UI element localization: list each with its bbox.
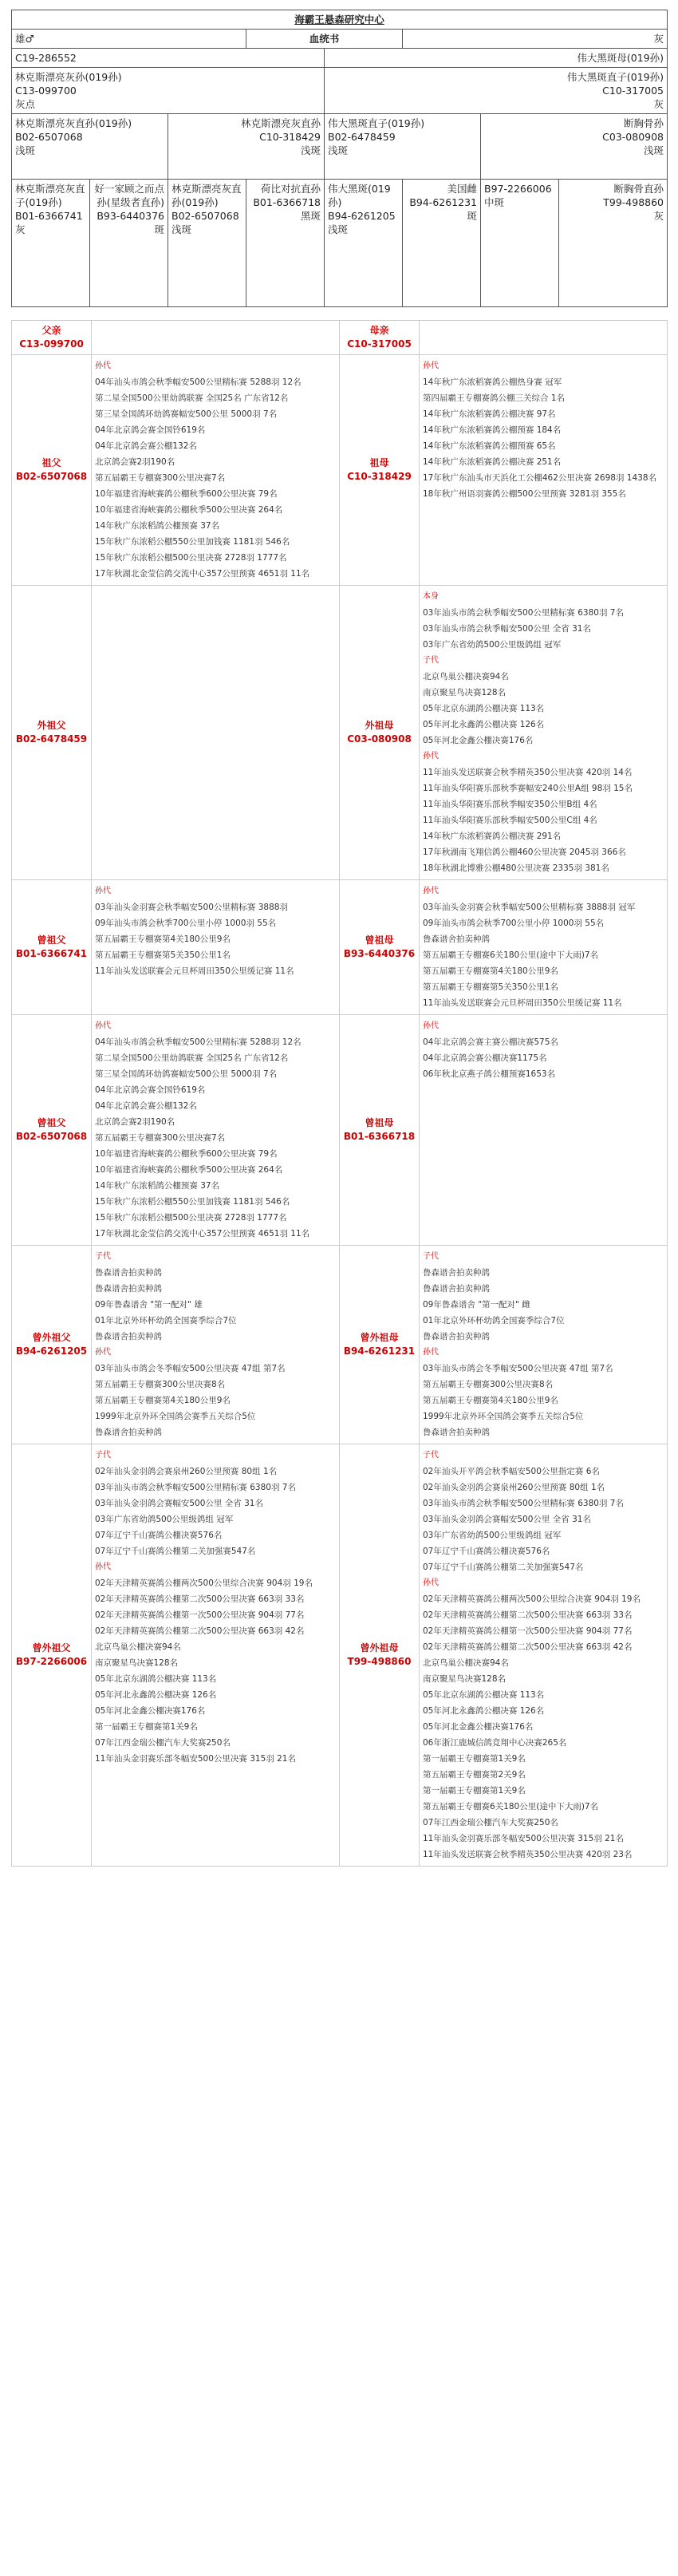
achievements-cell bbox=[92, 880, 340, 1015]
achievement-entry: 05年北京东湖鸽公棚决赛 113名 bbox=[423, 1690, 545, 1700]
achievement-entry: 第四届霸王专棚赛鸽公棚三关综合 1名 bbox=[423, 393, 566, 403]
achievement-entry: 第五届霸王专棚赛300公里决赛7名 bbox=[95, 1133, 226, 1143]
achievement-entry: 第五届霸王专棚赛6关180公里(途中下大雨)7名 bbox=[423, 950, 599, 960]
g3-cell: 林克斯漂亮灰直子(019孙) B01-6366741 灰 bbox=[12, 180, 90, 307]
section-heading: 子代 bbox=[423, 1451, 439, 1460]
ancestor-ring: C10-318429 bbox=[347, 471, 412, 482]
ancestor-relation: 曾祖父 bbox=[37, 1117, 66, 1128]
achievement-entry: 02年天津精英赛鸽公棚第一次500公里决赛 904羽 77名 bbox=[423, 1626, 633, 1636]
ancestor-ring: C10-317005 bbox=[347, 338, 412, 350]
achievement-entry: 09年鲁森谱舍 "第一配对" 雌 bbox=[423, 1300, 530, 1310]
achievement-entry: 01年北京外环杯幼鸽全国赛季综合7位 bbox=[95, 1316, 237, 1326]
achievement-entry: 北京鸟巢公棚决赛94名 bbox=[423, 1658, 509, 1668]
dam-color: 灰 bbox=[653, 98, 664, 110]
achievement-entry: 03年汕头市鸽会秋季幅安500公里精标赛 6380羽 7名 bbox=[423, 608, 624, 618]
achievement-entry: 14年秋广东浓稻赛鸽公棚热身赛 冠军 bbox=[423, 377, 562, 387]
ancestor-label bbox=[12, 321, 92, 355]
achievement-entry: 02年天津精英赛鸽公棚第二次500公里决赛 663羽 42名 bbox=[423, 1642, 633, 1652]
achievement-entry: 第五届霸王专棚赛第4关180公里9名 bbox=[423, 966, 558, 976]
ancestor-relation: 曾祖母 bbox=[365, 1117, 394, 1128]
achievement-entry: 02年汕头开平鸽会秋季幅安500公里指定赛 6名 bbox=[423, 1467, 600, 1476]
section-heading: 孙代 bbox=[423, 1021, 439, 1030]
achievement-entry: 02年天津精英赛鸽公棚两次500公里综合决赛 904羽 19名 bbox=[423, 1594, 641, 1604]
performance-row bbox=[12, 1246, 668, 1444]
section-heading: 子代 bbox=[95, 1252, 111, 1261]
achievement-entry: 南京聚星鸟决赛128名 bbox=[423, 1674, 507, 1684]
achievement-entry: 鲁森谱舍拍卖种鸽 bbox=[423, 1268, 490, 1278]
achievement-entry: 10年福建省海峡赛鸽公棚秋季600公里决赛 79名 bbox=[95, 489, 278, 499]
achievement-entry: 北京鸽会赛2羽190名 bbox=[95, 1117, 175, 1127]
achievement-entry: 第五届霸王专棚赛第4关180公里9名 bbox=[95, 934, 231, 944]
pigeon-name: 伟大黑斑母(019孙) bbox=[325, 49, 668, 68]
section-heading: 孙代 bbox=[423, 1578, 439, 1587]
dam-cell bbox=[325, 68, 668, 114]
color: 灰 bbox=[403, 30, 668, 49]
achievement-entry: 17年秋湖南飞翔信鸽公棚460公里决赛 2045羽 366名 bbox=[423, 847, 626, 857]
document-title: 血统书 bbox=[246, 30, 403, 49]
achievements-cell bbox=[420, 1444, 668, 1867]
sex: 雄♂ bbox=[12, 30, 246, 49]
achievement-entry: 第五届霸王专棚赛300公里决赛8名 bbox=[95, 1380, 226, 1389]
achievement-entry: 11年汕头发送联赛会元旦杯周田350公里缓记赛 11名 bbox=[95, 966, 294, 976]
achievement-entry: 鲁森谱舍拍卖种鸽 bbox=[423, 1332, 490, 1341]
ancestor-label bbox=[340, 1015, 420, 1246]
achievement-entry: 02年汕头金羽鸽会赛泉州260公里预赛 80组 1名 bbox=[423, 1483, 605, 1492]
achievement-entry: 北京鸟巢公棚决赛94名 bbox=[423, 672, 509, 682]
achievement-entry: 15年秋广东浓稻公棚500公里决赛 2728羽 1777名 bbox=[95, 553, 287, 563]
achievement-entry: 02年汕头金羽鸽会赛泉州260公里预赛 80组 1名 bbox=[95, 1467, 278, 1476]
achievement-entry: 11年汕头发送联赛会秋季精英350公里决赛 420羽 23名 bbox=[423, 1850, 633, 1859]
section-heading: 孙代 bbox=[95, 362, 111, 370]
achievement-entry: 04年北京鸽会赛全国铃619名 bbox=[95, 425, 206, 435]
achievement-entry: 11年汕头华阳赛乐部秋季幅安350公里B组 4名 bbox=[423, 800, 597, 809]
achievement-entry: 03年汕头金羽赛会秋季幅安500公里精标赛 3888羽 冠军 bbox=[423, 903, 636, 912]
achievement-entry: 03年广东省幼鸽500公里级鸽组 冠军 bbox=[95, 1515, 234, 1524]
achievement-entry: 01年北京外环杯幼鸽全国赛季综合7位 bbox=[423, 1316, 565, 1326]
achievements-cell bbox=[92, 1246, 340, 1444]
ancestor-label bbox=[12, 1015, 92, 1246]
achievement-entry: 14年秋广东浓稻赛鸽公棚预赛 184名 bbox=[423, 425, 562, 435]
g2-cell: 林克斯漂亮灰直孙(019孙) B02-6507068 浅斑 bbox=[12, 114, 168, 180]
section-heading: 孙代 bbox=[95, 887, 111, 895]
ancestor-label bbox=[12, 586, 92, 880]
achievement-entry: 07年辽宁千山赛鸽公棚决赛576名 bbox=[95, 1531, 223, 1540]
ancestor-label bbox=[340, 880, 420, 1015]
ancestor-label bbox=[340, 321, 420, 355]
achievement-entry: 18年秋广州语羽赛鸽公棚500公里预赛 3281羽 355名 bbox=[423, 489, 626, 499]
ancestor-relation: 祖母 bbox=[369, 457, 389, 468]
ancestor-relation: 曾祖母 bbox=[365, 934, 394, 946]
achievement-entry: 第五届霸王专棚赛第2关9名 bbox=[423, 1770, 526, 1780]
achievement-entry: 11年汕头发送联赛会秋季精英350公里决赛 420羽 14名 bbox=[423, 768, 633, 777]
g3-cell: 好一家顾之而点孙(星级者直孙) B93-6440376 斑 bbox=[90, 180, 168, 307]
achievements-cell bbox=[420, 1246, 668, 1444]
achievement-entry: 09年汕头市鸽会秋季700公里小停 1000羽 55名 bbox=[95, 919, 277, 928]
achievement-entry: 第二星全国500公里幼鸽联赛 全国25名 广东省12名 bbox=[95, 393, 289, 403]
achievement-entry: 02年天津精英赛鸽公棚两次500公里综合决赛 904羽 19名 bbox=[95, 1578, 313, 1588]
achievement-entry: 第一届霸王专棚赛第1关9名 bbox=[423, 1754, 526, 1764]
achievement-entry: 04年汕头市鸽会秋季幅安500公里精标赛 5288羽 12名 bbox=[95, 1037, 302, 1047]
g3-cell: 荷比对抗直孙 B01-6366718 黑斑 bbox=[246, 180, 325, 307]
g3-cell: 伟大黑斑(019孙) B94-6261205 浅斑 bbox=[325, 180, 403, 307]
achievement-entry: 07年辽宁千山赛鸽公棚第二关加强赛547名 bbox=[423, 1563, 584, 1572]
achievement-entry: 17年秋广东汕头市天浜化工公棚462公里决赛 2698羽 1438名 bbox=[423, 473, 657, 483]
ancestor-relation: 祖父 bbox=[41, 457, 61, 468]
achievements-cell bbox=[92, 321, 340, 355]
achievement-entry: 03年汕头市鸽会秋季幅安500公里 全省 31名 bbox=[423, 624, 591, 634]
achievement-entry: 10年福建省海峡赛鸽公棚秋季500公里决赛 264名 bbox=[95, 1165, 283, 1175]
achievement-entry: 14年秋广东浓稻鸽公棚预赛 37名 bbox=[95, 1181, 220, 1191]
achievement-entry: 10年福建省海峡赛鸽公棚秋季500公里决赛 264名 bbox=[95, 505, 283, 515]
achievement-entry: 11年汕头华阳赛乐部秋季赛幅安240公里A组 98羽 15名 bbox=[423, 784, 633, 793]
achievement-entry: 04年北京鸽会赛主赛公棚决赛575名 bbox=[423, 1037, 558, 1047]
achievements-cell bbox=[92, 1444, 340, 1867]
sire-color: 灰点 bbox=[15, 98, 36, 110]
section-heading: 孙代 bbox=[95, 1563, 111, 1571]
section-heading: 孙代 bbox=[95, 1021, 111, 1030]
achievement-entry: 04年北京鸽会赛全国铃619名 bbox=[95, 1085, 206, 1095]
achievement-entry: 15年秋广东浓稻公棚500公里决赛 2728羽 1777名 bbox=[95, 1213, 287, 1223]
g2-cell: 伟大黑斑直子(019孙) B02-6478459 浅斑 bbox=[325, 114, 481, 180]
g3-cell: 林克斯漂亮灰直孙(019孙) B02-6507068 浅斑 bbox=[168, 180, 246, 307]
achievement-entry: 05年河北金鑫公棚决赛176名 bbox=[423, 736, 534, 745]
ancestor-ring: B94-6261231 bbox=[343, 1345, 416, 1357]
achievement-entry: 05年北京东湖鸽公棚决赛 113名 bbox=[95, 1674, 217, 1684]
achievement-entry: 09年鲁森谱舍 "第一配对" 雄 bbox=[95, 1300, 203, 1310]
achievement-entry: 11年汕头金羽赛乐部冬幅安500公里决赛 315羽 21名 bbox=[95, 1754, 296, 1764]
achievement-entry: 17年秋湖北金莹信鸽交流中心357公里预赛 4651羽 11名 bbox=[95, 1229, 310, 1239]
ancestor-label bbox=[12, 880, 92, 1015]
performance-row bbox=[12, 355, 668, 586]
ancestor-ring: B94-6261205 bbox=[15, 1345, 88, 1357]
achievement-entry: 04年汕头市鸽会秋季幅安500公里精标赛 5288羽 12名 bbox=[95, 377, 302, 387]
achievement-entry: 07年江西金瑞公棚汽车大奖赛250名 bbox=[95, 1738, 231, 1748]
ancestor-relation: 父亲 bbox=[41, 325, 61, 336]
g2-cell: 断胸骨孙 C03-080908 浅斑 bbox=[481, 114, 668, 180]
performance-row bbox=[12, 880, 668, 1015]
achievement-entry: 第五届霸王专棚赛300公里决赛7名 bbox=[95, 473, 226, 483]
section-heading: 孙代 bbox=[95, 1348, 111, 1357]
ancestor-ring: B97-2266006 bbox=[15, 1656, 88, 1667]
achievement-entry: 02年天津精英赛鸽公棚第二次500公里决赛 663羽 42名 bbox=[95, 1626, 305, 1636]
achievement-entry: 17年秋湖北金莹信鸽交流中心357公里预赛 4651羽 11名 bbox=[95, 569, 310, 579]
ancestor-ring: T99-498860 bbox=[347, 1656, 412, 1667]
sire-name: 林克斯漂亮灰孙(019孙) bbox=[15, 71, 122, 83]
achievement-entry: 05年河北金鑫公棚决赛176名 bbox=[423, 1722, 534, 1732]
achievement-entry: 03年汕头金羽鸽会赛幅安500公里 全省 31名 bbox=[423, 1515, 591, 1524]
dam-name: 伟大黑斑直子(019孙) bbox=[566, 71, 664, 83]
achievement-entry: 鲁森谱舍拍卖种鸽 bbox=[423, 1428, 490, 1437]
achievement-entry: 第一届霸王专棚赛第1关9名 bbox=[423, 1786, 526, 1796]
performance-row bbox=[12, 1015, 668, 1246]
achievement-entry: 北京鸽会赛2羽190名 bbox=[95, 457, 175, 467]
ancestor-relation: 曾祖父 bbox=[37, 934, 66, 946]
achievement-entry: 02年天津精英赛鸽公棚第二次500公里决赛 663羽 33名 bbox=[95, 1594, 305, 1604]
achievement-entry: 第二星全国500公里幼鸽联赛 全国25名 广东省12名 bbox=[95, 1053, 289, 1063]
achievement-entry: 14年秋广东浓稻赛鸽公棚决赛 97名 bbox=[423, 409, 556, 419]
achievement-entry: 11年汕头金羽赛乐部冬幅安500公里决赛 315羽 21名 bbox=[423, 1834, 624, 1843]
ancestor-relation: 曾外祖母 bbox=[360, 1332, 399, 1343]
performance-table bbox=[11, 320, 668, 1867]
g3-cell: B97-2266006 中斑 bbox=[481, 180, 559, 307]
ancestor-label bbox=[12, 1444, 92, 1867]
ancestor-label bbox=[340, 586, 420, 880]
ancestor-ring: C13-099700 bbox=[19, 338, 84, 350]
achievement-entry: 02年天津精英赛鸽公棚第二次500公里决赛 663羽 33名 bbox=[423, 1610, 633, 1620]
achievement-entry: 18年秋湖北博雅公棚480公里决赛 2335羽 381名 bbox=[423, 863, 609, 873]
achievement-entry: 02年天津精英赛鸽公棚第一次500公里决赛 904羽 77名 bbox=[95, 1610, 305, 1620]
achievement-entry: 1999年北京外环全国鸽会赛季五关综合5位 bbox=[423, 1412, 584, 1421]
ancestor-ring: C03-080908 bbox=[347, 733, 412, 745]
achievement-entry: 第一届霸王专棚赛第1关9名 bbox=[95, 1722, 198, 1732]
achievement-entry: 14年秋广东浓稻鸽公棚预赛 37名 bbox=[95, 521, 220, 531]
ancestor-label bbox=[12, 1246, 92, 1444]
achievement-entry: 11年汕头发送联赛会元旦杯周田350公里缓记赛 11名 bbox=[423, 998, 622, 1008]
ancestor-ring: B02-6507068 bbox=[15, 1131, 88, 1142]
achievement-entry: 南京聚星鸟决赛128名 bbox=[423, 688, 507, 697]
achievements-cell bbox=[92, 586, 340, 880]
achievement-entry: 第五届霸王专棚赛第5关350公里1名 bbox=[95, 950, 231, 960]
sire-cell bbox=[12, 68, 325, 114]
ancestor-ring: B93-6440376 bbox=[343, 948, 416, 959]
ancestor-relation: 曾外祖父 bbox=[32, 1332, 71, 1343]
ring-number: C19-286552 bbox=[12, 49, 325, 68]
achievement-entry: 鲁森谱舍拍卖种鸽 bbox=[95, 1332, 162, 1341]
achievement-entry: 05年北京东湖鸽公棚决赛 113名 bbox=[423, 704, 545, 713]
achievement-entry: 06年浙江鹿城信鸽竞翔中心决赛265名 bbox=[423, 1738, 567, 1748]
achievement-entry: 第三星全国鸽环幼鸽赛幅安500公里 5000羽 7名 bbox=[95, 1069, 278, 1079]
g2-cell: 林克斯漂亮灰直孙 C10-318429 浅斑 bbox=[168, 114, 325, 180]
achievement-entry: 05年河北永鑫鸽公棚决赛 126名 bbox=[423, 720, 545, 729]
section-heading: 孙代 bbox=[423, 887, 439, 895]
ancestor-ring: B01-6366718 bbox=[343, 1131, 416, 1142]
achievements-cell bbox=[92, 355, 340, 586]
achievement-entry: 04年北京鸽会赛公棚132名 bbox=[95, 441, 197, 451]
g3-cell: 美国雌 B94-6261231 斑 bbox=[403, 180, 481, 307]
achievement-entry: 第三星全国鸽环幼鸽赛幅安500公里 5000羽 7名 bbox=[95, 409, 278, 419]
ancestor-ring: B02-6507068 bbox=[15, 471, 88, 482]
section-heading: 孙代 bbox=[423, 752, 439, 761]
achievement-entry: 03年广东省幼鸽500公里级鸽组 冠军 bbox=[423, 640, 562, 650]
achievement-entry: 1999年北京外环全国鸽会赛季五关综合5位 bbox=[95, 1412, 256, 1421]
achievements-cell bbox=[420, 586, 668, 880]
section-heading: 孙代 bbox=[423, 362, 439, 370]
achievement-entry: 05年河北金鑫公棚决赛176名 bbox=[95, 1706, 206, 1716]
achievement-entry: 15年秋广东浓稻公棚550公里加钱赛 1181羽 546名 bbox=[95, 1197, 290, 1207]
achievement-entry: 14年秋广东浓稻赛鸽公棚决赛 251名 bbox=[423, 457, 562, 467]
achievement-entry: 09年汕头市鸽会秋季700公里小停 1000羽 55名 bbox=[423, 919, 605, 928]
achievements-cell bbox=[420, 1015, 668, 1246]
section-heading: 子代 bbox=[95, 1451, 111, 1460]
achievement-entry: 07年辽宁千山赛鸽公棚决赛576名 bbox=[423, 1547, 550, 1556]
dam-ring: C10-317005 bbox=[602, 85, 664, 97]
achievements-cell bbox=[420, 321, 668, 355]
ancestor-relation: 外祖父 bbox=[37, 720, 66, 731]
achievement-entry: 鲁森谱舍拍卖种鸽 bbox=[95, 1268, 162, 1278]
achievement-entry: 03年汕头市鸽会冬季幅安500公里决赛 47组 第7名 bbox=[95, 1364, 286, 1373]
achievements-cell bbox=[92, 1015, 340, 1246]
ancestor-label bbox=[340, 1444, 420, 1867]
performance-row bbox=[12, 1444, 668, 1867]
achievement-entry: 第五届霸王专棚赛6关180公里(途中下大雨)7名 bbox=[423, 1802, 599, 1811]
ancestor-relation: 曾外祖母 bbox=[360, 1642, 399, 1653]
sire-ring: C13-099700 bbox=[15, 85, 77, 97]
achievement-entry: 第五届霸王专棚赛第5关350公里1名 bbox=[423, 982, 558, 992]
pedigree-table bbox=[11, 10, 668, 307]
achievement-entry: 05年河北永鑫鸽公棚决赛 126名 bbox=[95, 1690, 217, 1700]
ancestor-relation: 曾外祖父 bbox=[32, 1642, 71, 1653]
ancestor-ring: B02-6478459 bbox=[15, 733, 88, 745]
performance-row bbox=[12, 586, 668, 880]
achievement-entry: 鲁森谱舍拍卖种鸽 bbox=[423, 934, 490, 944]
ancestor-relation: 母亲 bbox=[369, 325, 389, 336]
section-heading: 子代 bbox=[423, 1252, 439, 1261]
achievements-cell bbox=[420, 355, 668, 586]
achievement-entry: 第五届霸王专棚赛300公里决赛8名 bbox=[423, 1380, 554, 1389]
achievement-entry: 06年秋北京燕子鸽公棚预赛1653名 bbox=[423, 1069, 556, 1079]
ancestor-ring: B01-6366741 bbox=[15, 948, 88, 959]
section-heading: 孙代 bbox=[423, 1348, 439, 1357]
achievement-entry: 03年汕头市鸽会秋季幅安500公里精标赛 6380羽 7名 bbox=[423, 1499, 624, 1508]
ancestor-relation: 外祖母 bbox=[365, 720, 394, 731]
achievement-entry: 03年汕头市鸽会冬季幅安500公里决赛 47组 第7名 bbox=[423, 1364, 613, 1373]
achievement-entry: 03年汕头金羽赛会秋季幅安500公里精标赛 3888羽 bbox=[95, 903, 288, 912]
achievement-entry: 04年北京鸽会赛公棚决赛1175名 bbox=[423, 1053, 547, 1063]
section-heading: 本身 bbox=[423, 592, 439, 601]
ancestor-label bbox=[12, 355, 92, 586]
section-heading: 子代 bbox=[423, 656, 439, 665]
achievement-entry: 03年汕头市鸽会秋季幅安500公里精标赛 6380羽 7名 bbox=[95, 1483, 296, 1492]
achievement-entry: 04年北京鸽会赛公棚132名 bbox=[95, 1101, 197, 1111]
ancestor-label bbox=[340, 355, 420, 586]
achievement-entry: 鲁森谱舍拍卖种鸽 bbox=[95, 1428, 162, 1437]
achievement-entry: 03年汕头金羽鸽会赛幅安500公里 全省 31名 bbox=[95, 1499, 263, 1508]
achievement-entry: 15年秋广东浓稻公棚550公里加钱赛 1181羽 546名 bbox=[95, 537, 290, 547]
center-title: 海霸王悬森研究中心 bbox=[12, 10, 668, 30]
achievement-entry: 鲁森谱舍拍卖种鸽 bbox=[95, 1284, 162, 1294]
achievement-entry: 第五届霸王专棚赛第4关180公里9名 bbox=[95, 1396, 231, 1405]
achievement-entry: 14年秋广东浓稻赛鸽公棚预赛 65名 bbox=[423, 441, 556, 451]
performance-row bbox=[12, 321, 668, 355]
achievement-entry: 07年辽宁千山赛鸽公棚第二关加强赛547名 bbox=[95, 1547, 256, 1556]
achievement-entry: 14年秋广东浓稻赛鸽公棚决赛 291名 bbox=[423, 832, 562, 841]
achievement-entry: 07年江西金瑞公棚汽车大奖赛250名 bbox=[423, 1818, 558, 1827]
achievement-entry: 鲁森谱舍拍卖种鸽 bbox=[423, 1284, 490, 1294]
ancestor-label bbox=[340, 1246, 420, 1444]
achievement-entry: 南京聚星鸟决赛128名 bbox=[95, 1658, 179, 1668]
achievement-entry: 北京鸟巢公棚决赛94名 bbox=[95, 1642, 181, 1652]
g3-cell: 断胸骨直孙 T99-498860 灰 bbox=[559, 180, 668, 307]
achievement-entry: 05年河北永鑫鸽公棚决赛 126名 bbox=[423, 1706, 545, 1716]
achievements-cell bbox=[420, 880, 668, 1015]
achievement-entry: 第五届霸王专棚赛第4关180公里9名 bbox=[423, 1396, 558, 1405]
achievement-entry: 03年广东省幼鸽500公里级鸽组 冠军 bbox=[423, 1531, 562, 1540]
achievement-entry: 10年福建省海峡赛鸽公棚秋季600公里决赛 79名 bbox=[95, 1149, 278, 1159]
achievement-entry: 11年汕头华阳赛乐部秋季幅安500公里C组 4名 bbox=[423, 816, 597, 825]
